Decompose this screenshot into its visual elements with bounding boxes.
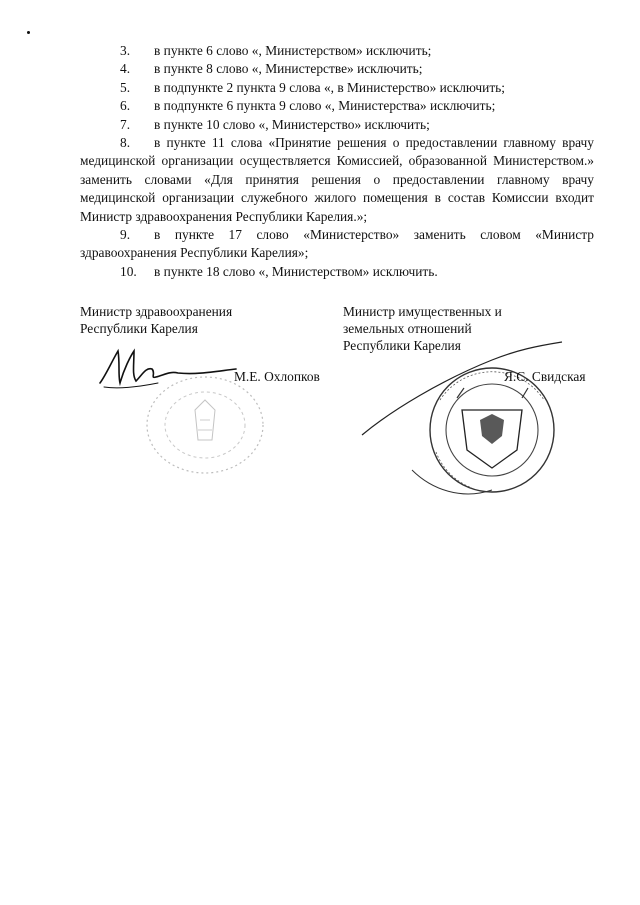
item-text: в подпункте 2 пункта 9 слова «, в Министерство» исключить; [154,79,505,95]
signer-name-left: М.Е. Охлопков [234,369,320,384]
item-number: 6. [120,98,131,114]
item-number: 10. [120,263,137,279]
signer-title-line: земельных отношений [343,321,472,336]
item-text: в пункте 10 слово «, Министерство» исключить; [154,116,430,132]
signer-name-right: Я.С. Свидская [504,369,586,384]
signer-title-line: Республики Карелия [80,321,198,336]
item-number: 5. [120,79,131,95]
paragraph-10 [80,263,594,281]
item-text: в пункте 18 слово «, Министерством» исключить. [154,263,438,279]
page-dot [27,31,30,34]
list-item [80,42,594,60]
item-text: в пункте 17 слово «Министерство» заменить словом «Министр здравоохранения Республики Карелия»; [80,227,594,261]
list-item [80,60,594,78]
signature-block-right [343,303,502,354]
signer-title-line: Республики Карелия [343,338,461,353]
item-number: 4. [120,61,131,77]
signer-title-line: Министр здравоохранения [80,304,233,319]
item-text: в пункте 8 слово «, Министерстве» исключить; [154,61,423,77]
item-number: 9. [120,227,131,243]
item-number: 3. [120,43,131,58]
item-text: в пункте 11 слова «Принятие решения о предоставлении главному врачу медицинской организации осуществляется Комиссией, образованной Министерством.» заменить словами «Для принятия решения о предоставлении главному врачу медицинской организации служебного жилого помещения в состав Комиссии входит Министр здравоохранения Республики Карелия.»; [80,135,594,224]
item-text: в пункте 6 слово «, Министерством» исключить; [154,43,432,58]
official-seal-right [352,340,572,510]
item-text: в подпункте 6 пункта 9 слово «, Министерства» исключить; [154,98,496,114]
item-number: 7. [120,116,131,132]
list-item [80,79,594,97]
item-number: 8. [120,135,131,151]
document-body [80,42,594,281]
signer-title-line: Министр имущественных и [343,304,502,319]
list-item [80,116,594,134]
list-item [80,97,594,115]
paragraph-8 [80,134,594,226]
signature-left [98,345,238,395]
signature-block-left [80,303,232,337]
paragraph-9 [80,226,594,263]
